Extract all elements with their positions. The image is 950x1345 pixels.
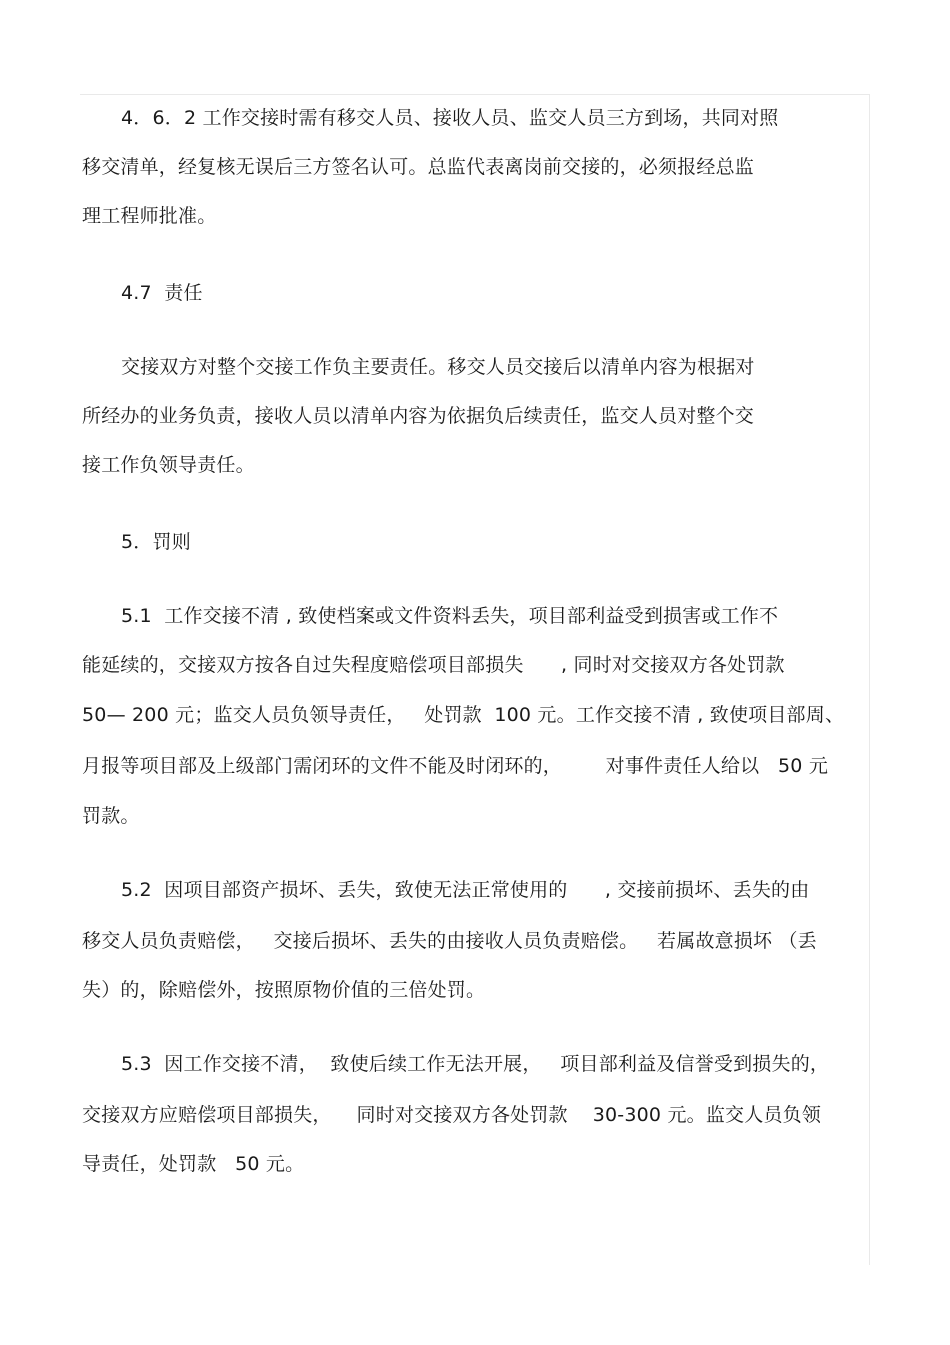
paragraph-5-1-line-2: 能延续的，交接双方按各自过失程度赔偿项目部损失 , 同时对交接双方各处罚款 <box>82 654 785 676</box>
paragraph-5-2-line-3: 失）的，除赔偿外，按照原物价值的三倍处罚。 <box>82 979 486 1001</box>
paragraph-4-6-2-line-1: 4．6．2 工作交接时需有移交人员、接收人员、监交人员三方到场，共同对照 <box>121 107 779 129</box>
paragraph-responsibility-line-3: 接工作负领导责任。 <box>82 454 255 476</box>
paragraph-5-1-line-1: 5.1 工作交接不清 , 致使档案或文件资料丢失，项目部利益受到损害或工作不 <box>121 605 779 627</box>
paragraph-4-6-2-line-2: 移交清单，经复核无误后三方签名认可。总监代表离岗前交接的，必须报经总监 <box>82 156 755 178</box>
paragraph-5-3-line-3: 导责任，处罚款 50 元。 <box>82 1153 305 1175</box>
paragraph-5-1-line-5: 罚款。 <box>82 805 140 827</box>
paragraph-5-3-line-2: 交接双方应赔偿项目部损失， 同时对交接双方各处罚款 30-300 元。监交人员负领 <box>82 1104 822 1126</box>
paragraph-5-1-line-4: 月报等项目部及上级部门需闭环的文件不能及时闭环的， 对事件责任人给以 50 元 <box>82 755 829 777</box>
paragraph-responsibility-line-1: 交接双方对整个交接工作负主要责任。移交人员交接后以清单内容为根据对 <box>121 356 755 378</box>
section-heading-5: 5．罚则 <box>121 531 191 553</box>
section-heading-4-7: 4.7 责任 <box>121 282 203 304</box>
paragraph-5-2-line-1: 5.2 因项目部资产损坏、丢失，致使无法正常使用的 , 交接前损坏、丢失的由 <box>121 879 810 901</box>
paragraph-4-6-2-line-3: 理工程师批准。 <box>82 205 217 227</box>
paragraph-responsibility-line-2: 所经办的业务负责，接收人员以清单内容为依据负后续责任，监交人员对整个交 <box>82 405 755 427</box>
paragraph-5-2-line-2: 移交人员负责赔偿， 交接后损坏、丢失的由接收人员负责赔偿。 若属故意损坏 （丢 <box>82 930 817 952</box>
paragraph-5-3-line-1: 5.3 因工作交接不清， 致使后续工作无法开展， 项目部利益及信誉受到损失的， <box>121 1053 830 1075</box>
page-frame <box>80 94 870 1265</box>
paragraph-5-1-line-3: 50— 200 元；监交人员负领导责任， 处罚款 100 元。工作交接不清 , 致使项目部周、 <box>82 704 845 726</box>
